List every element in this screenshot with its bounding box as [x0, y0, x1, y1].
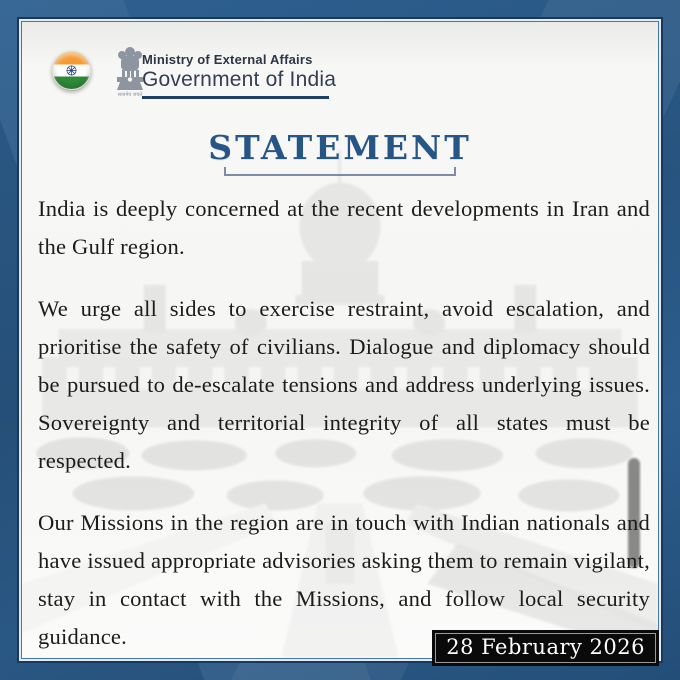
paragraph-1: India is deeply concerned at the recent developments in Iran and the Gulf region. — [38, 196, 650, 259]
statement-title: STATEMENT — [208, 128, 472, 167]
paragraph-3: Our Missions in the region are in touch with Indian nationals and have issued appropriate advisories asking them to remain vigilant, stay in contact with the Missions, and follow local security guidance. — [38, 510, 650, 649]
statement-card — [21, 21, 659, 659]
ministry-name: Ministry of External Affairs — [142, 52, 313, 67]
header-underline — [142, 96, 329, 99]
emblem-caption: सत्यमेव जयते — [117, 92, 143, 98]
date-text: 28 February 2026 — [446, 635, 645, 659]
statement-body — [38, 190, 650, 656]
government-name: Government of India — [142, 68, 337, 91]
moea-header — [52, 50, 658, 110]
ashoka-chakra-icon — [66, 65, 77, 76]
india-flag-icon — [52, 51, 91, 90]
date-badge — [435, 633, 656, 663]
frame-pinstripe — [17, 17, 663, 663]
paragraph-2: We urge all sides to exercise restraint, avoid escalation, and prioritise the safety of civilians. Dialogue and diplomacy should be pursued to de-escalate tensions and address underlying issues. Sovereignty and territorial integrity of all states must be respected. — [38, 296, 650, 473]
